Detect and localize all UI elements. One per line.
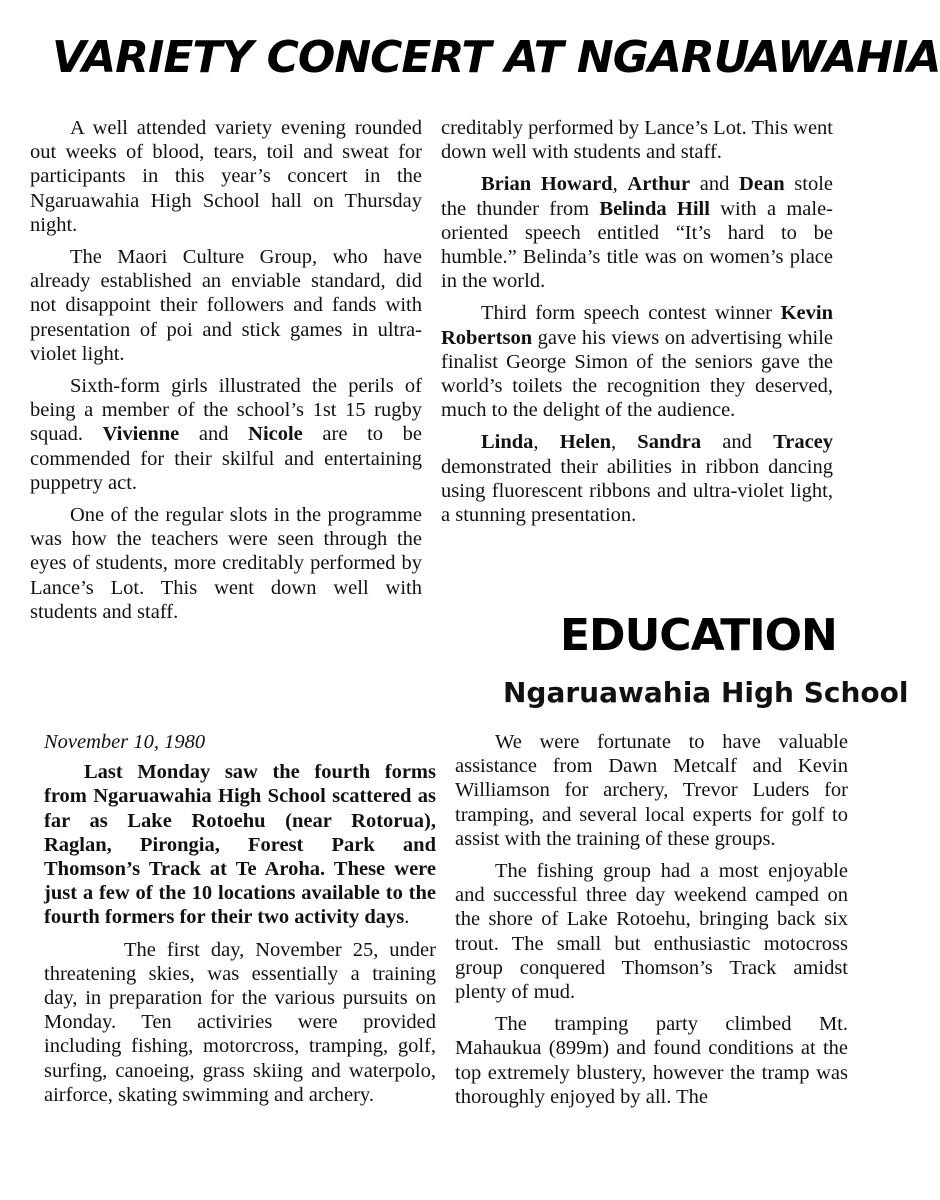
lead-period: .	[404, 906, 410, 929]
article1-paragraph: A well attended variety evening rounded out weeks of blood, tears, toil and sweat for participants in this year’s concert in the Ngaruawahia High School hall on Thursday night.	[30, 117, 422, 236]
name-sandra: Sandra	[637, 431, 702, 454]
text-run: stole the thunder from	[441, 173, 834, 220]
subheadline-school: Ngaruawahia High School	[503, 676, 909, 709]
article1-paragraph	[441, 301, 833, 422]
article1-column-1	[30, 116, 422, 624]
name-vivienne: Vivienne	[102, 423, 180, 446]
headline-variety-concert: VARIETY CONCERT AT NGARUAWAHIA	[52, 32, 940, 83]
name-linda: Linda	[481, 431, 534, 454]
article1-paragraph: The Maori Culture Group, who have already established an enviable standard, did not disappoint their followers and fands with presentation of poi and stick games in ultra-violet light.	[30, 246, 422, 365]
name-nicole: Nicole	[248, 423, 303, 446]
dateline: November 10, 1980	[44, 731, 206, 753]
name-kevin-robertson: Kevin Robertson	[441, 302, 833, 349]
text-run: with a male-oriented speech entitled “It’s hard to be humble.” Belinda’s title was on women’s place in the world.	[441, 197, 834, 293]
text-run: ,	[612, 173, 628, 196]
name-dean: Dean	[739, 173, 785, 196]
lead-paragraph	[44, 760, 436, 929]
text-run: gave his views on advertising while finalist George Simon of the seniors gave the world’s toilets the recognition they deserved, much to the delight of the audience.	[441, 326, 833, 422]
article2-column-1	[44, 730, 436, 1115]
text-run: ,	[610, 431, 638, 454]
name-arthur: Arthur	[627, 173, 691, 196]
article1-paragraph	[441, 430, 833, 527]
article2-column-2	[455, 730, 848, 1117]
name-belinda-hill: Belinda Hill	[599, 197, 710, 220]
text-run: Third form speech contest winner	[481, 302, 781, 325]
article1-column-2	[441, 116, 833, 556]
name-brian-howard: Brian Howard	[481, 173, 613, 196]
article1-continuation	[441, 116, 833, 556]
text-run: Sixth-form girls illustrated the perils of being a member of the school’s 1st 15 rugby squad.	[30, 375, 422, 446]
article2-paragraph: We were fortunate to have valuable assistance from Dawn Metcalf and Kevin Williamson for archery, Trevor Luders for tramping, and several local experts for golf to assist with the training of these groups.	[455, 731, 848, 850]
article1-paragraph-continued: creditably performed by Lance’s Lot. This went down well with students and staff.	[441, 117, 833, 164]
article1-paragraph	[441, 172, 833, 293]
name-helen: Helen	[559, 431, 611, 454]
article1-paragraph: One of the regular slots in the programme was how the teachers were seen through the eyes of students, more creditably performed by Lance’s Lot. This went down well with students and staff.	[30, 504, 422, 623]
name-tracey: Tracey	[773, 431, 834, 454]
text-run: and	[179, 423, 249, 446]
lead-text: Last Monday saw the fourth forms from Ngaruawahia High School scattered as far as Lake Rotoehu (near Rotorua), Raglan, Pirongia, Forest Park and Thomson’s Track at Te Aroha. These were just a few of the 10 locations available to the fourth formers for their two activity days	[44, 761, 436, 929]
headline-education: EDUCATION	[560, 610, 837, 661]
text-run: and	[701, 431, 774, 454]
text-run: ,	[533, 431, 560, 454]
article2-paragraph: The fishing group had a most enjoyable and successful three day weekend camped on the shore of Lake Rotoehu, bringing back six trout. The small but enthusiastic motocross group conquered Thomson’s Track amidst plenty of mud.	[455, 860, 848, 1004]
text-run: are to be commended for their skilful and entertaining puppetry act.	[30, 423, 422, 494]
article2-paragraph: The tramping party climbed Mt. Mahaukua (899m) and found conditions at the top extremely blustery, however the tramp was thoroughly enjoyed by all. The	[455, 1013, 848, 1108]
text-run: demonstrated their abilities in ribbon dancing using fluorescent ribbons and ultra-violet light, a stunning presentation.	[441, 455, 833, 527]
text-run: and	[690, 173, 740, 196]
article2-paragraph: The first day, November 25, under threatening skies, was essentially a training day, in preparation for the various pursuits on Monday. Ten activiries were provided including fishing, motorcross, tramping, golf, surfing, canoeing, grass skiing and waterpolo, airforce, skating swimming and archery.	[44, 938, 436, 1106]
article1-paragraph	[30, 374, 422, 495]
